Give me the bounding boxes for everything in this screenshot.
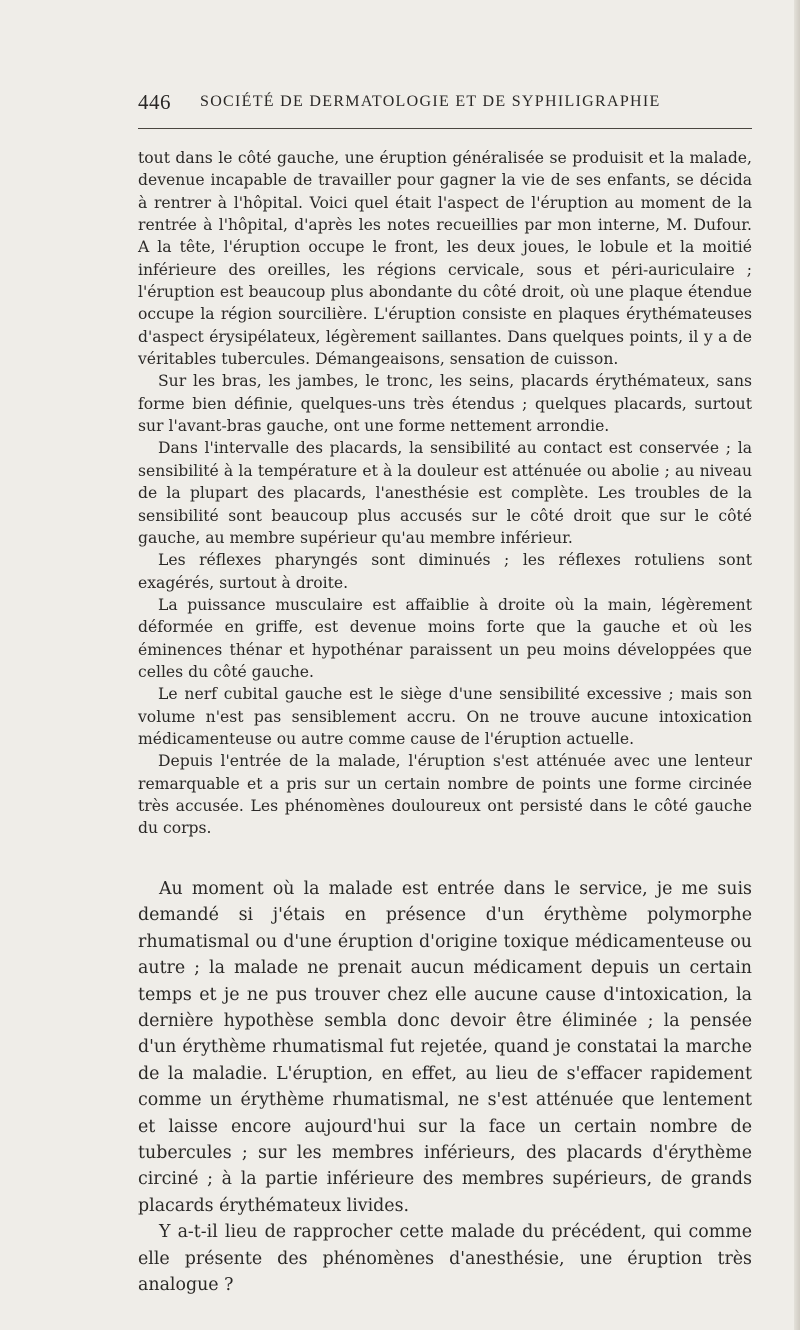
paragraph: tout dans le côté gauche, une éruption généralisée se produisit et la malade, devenue incapable de travailler pour gagner la vie de ses enfants, se décida à rentrer à l'hôpital. Voici quel était l'aspect de l'éruption au moment de la rentrée à l'hôpital, d'après les notes recueillies par mon interne, M. Dufour. A la tête, l'éruption occupe le front, les deux joues, le lobule et la moitié inférieure des oreilles, les régions cervicale, sous et péri-auriculaire ; l'éruption est beaucoup plus abondante du côté droit, où une plaque étendue occupe la région sourcilière. L'éruption consiste en plaques érythémateuses d'aspect érysipélateux, légèrement saillantes. Dans quelques points, il y a de véritables tubercules. Démangeaisons, sensation de cuisson. — [138, 149, 752, 369]
paragraph: Dans l'intervalle des placards, la sensibilité au contact est conservée ; la sensibilité à la température et à la douleur est atténuée ou abolie ; au niveau de la plupart des placards, l'anesthésie est complète. Les troubles de la sensibilité sont beaucoup plus accusés sur le côté droit que sur le côté gauche, au membre supérieur qu'au membre inférieur. — [138, 439, 752, 547]
paragraph: Les réflexes pharyngés sont diminués ; les réflexes rotuliens sont exagérés, surtout à droite. — [138, 551, 752, 592]
page-header — [138, 90, 752, 124]
page-number: 446 — [138, 90, 171, 114]
paragraph: Sur les bras, les jambes, le tronc, les seins, placards érythémateux, sans forme bien définie, quelques-uns très étendus ; quelques placards, surtout sur l'avant-bras gauche, ont une forme nettement arrondie. — [138, 372, 752, 436]
paragraph: Au moment où la malade est entrée dans le service, je me suis demandé si j'étais en présence d'un érythème polymorphe rhumatismal ou d'une éruption d'origine toxique médicamenteuse ou autre ; la malade ne prenait aucun médicament depuis un certain temps et je ne pus trouver chez elle aucune cause d'intoxication, la dernière hypothèse sembla donc devoir être éliminée ; la pensée d'un érythème rhumatismal fut rejetée, quand je constatai la marche de la maladie. L'éruption, en effet, au lieu de s'effacer rapidement comme un érythème rhumatismal, ne s'est atténuée que lentement et laisse encore aujourd'hui sur la face un certain nombre de tubercules ; sur les membres inférieurs, des placards d'érythème circiné ; à la partie inférieure des membres supérieurs, de grands placards érythémateux livides. — [138, 879, 752, 1216]
page-edge — [794, 0, 800, 1330]
paragraph: La puissance musculaire est affaiblie à droite où la main, légèrement déformée en griffe, est devenue moins forte que la gauche et où les éminences thénar et hypothénar paraissent un peu moins développées que celles du côté gauche. — [138, 595, 752, 681]
paragraph: Y a-t-il lieu de rapprocher cette malade du précédent, qui comme elle présente des phénomènes d'anesthésie, une éruption très analogue ? — [138, 1222, 752, 1296]
discussion — [138, 876, 752, 1299]
header-rule — [138, 128, 752, 129]
paragraph: Le nerf cubital gauche est le siège d'une sensibilité excessive ; mais son volume n'est pas sensiblement accru. On ne trouve aucune intoxication médicamenteuse ou autre comme cause de l'éruption actuelle. — [138, 685, 752, 748]
running-title: SOCIÉTÉ DE DERMATOLOGIE ET DE SYPHILIGRAPHIE — [200, 93, 661, 110]
paragraph: Depuis l'entrée de la malade, l'éruption s'est atténuée avec une lenteur remarquable et a pris sur un certain nombre de points une forme circinée très accusée. Les phénomènes douloureux ont persisté dans le côté gauche du corps. — [138, 752, 752, 838]
case-notes — [138, 147, 752, 840]
